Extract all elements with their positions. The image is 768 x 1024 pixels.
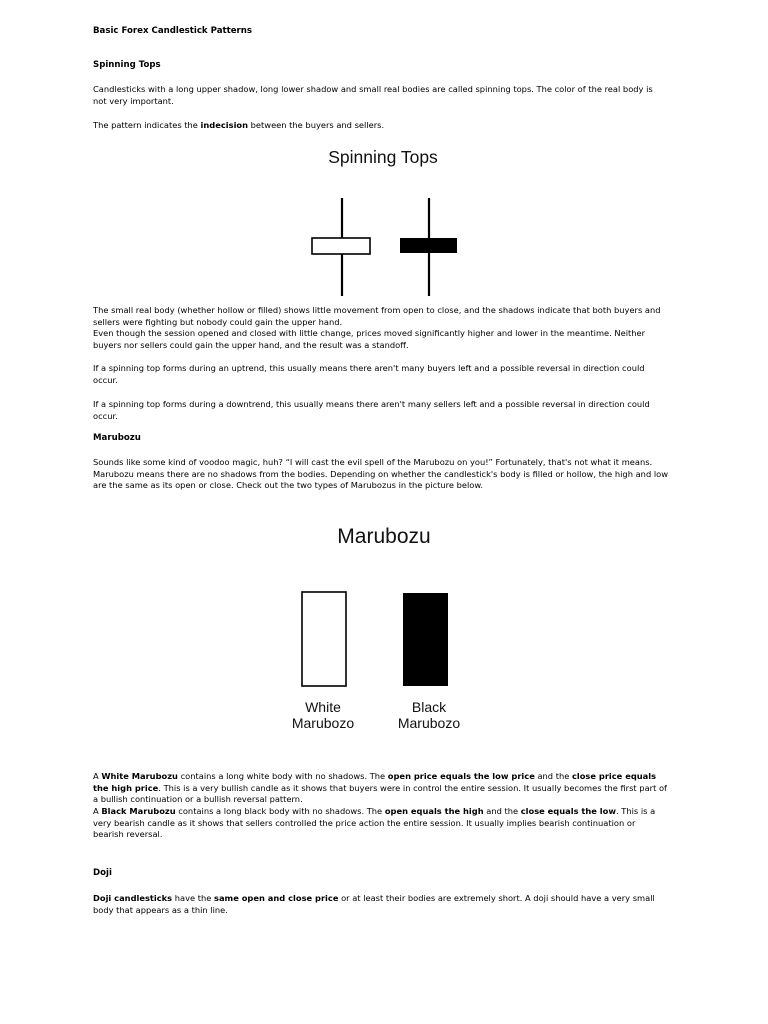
spinning-tops-heading: Spinning Tops bbox=[93, 60, 161, 70]
spinning-tops-figure-title: Spinning Tops bbox=[328, 147, 438, 167]
black-marubozu-label-line-1: Black bbox=[411, 699, 447, 715]
black-marubozu-paragraph bbox=[93, 806, 668, 841]
text-span: contains a long black body with no shadows. The bbox=[175, 806, 385, 816]
text-span: . This is a very bearish candle as it shows that sellers controlled the price action the entire session. It usually implies bearish continuation or bearish reversal. bbox=[93, 806, 656, 839]
white-marubozu-body bbox=[302, 592, 346, 686]
bold-term: indecision bbox=[200, 120, 249, 130]
bold-term: open price equals the low price bbox=[387, 771, 535, 781]
hollow-candle-body bbox=[312, 238, 370, 254]
text-span: have the bbox=[172, 893, 215, 903]
text-span: between the buyers and sellers. bbox=[248, 120, 385, 130]
white-marubozu-paragraph bbox=[93, 771, 668, 806]
spinning-tops-paragraph-4: Even though the session opened and closed with little change, prices moved significantly higher and lower in the meantime. Neither buyers nor sellers could gain the upper hand, and the result was a standoff. bbox=[93, 328, 646, 350]
marubozu-heading: Marubozu bbox=[93, 433, 141, 443]
bold-term: White Marubozu bbox=[101, 771, 178, 781]
text-span: . This is a very bullish candle as it shows that buyers were in control the entire session. It usually becomes the first part of a bullish continuation or a bullish reversal pattern. bbox=[93, 782, 667, 804]
bold-term: Black Marubozu bbox=[101, 806, 176, 816]
filled-candle-body bbox=[400, 238, 457, 253]
spinning-tops-paragraph-6: If a spinning top forms during a downtrend, this usually means there aren't many sellers left and a possible reversal in direction could occur. bbox=[93, 399, 650, 421]
text-span: The pattern indicates the bbox=[93, 120, 201, 130]
document-title: Basic Forex Candlestick Patterns bbox=[93, 26, 253, 36]
text-span: and the bbox=[534, 771, 572, 781]
bold-term: same open and close price bbox=[214, 893, 339, 903]
bold-term: open equals the high bbox=[384, 806, 484, 816]
bold-term: close price equals the high price bbox=[93, 771, 657, 793]
text-span: or at least their bodies are extremely short. A doji should have a very small body that appears as a thin line. bbox=[93, 893, 655, 915]
doji-paragraph-1 bbox=[93, 893, 668, 916]
text-span: and the bbox=[483, 806, 521, 816]
marubozu-figure-title: Marubozu bbox=[337, 525, 431, 548]
black-marubozu-body bbox=[403, 593, 448, 686]
text-span: contains a long white body with no shadows. The bbox=[177, 771, 388, 781]
black-marubozu-label-line-2: Marubozo bbox=[397, 715, 461, 731]
spinning-tops-paragraph-5: If a spinning top forms during an uptrend, this usually means there aren't many buyers left and a possible reversal in direction could occur. bbox=[93, 363, 645, 385]
bold-term: Doji candlesticks bbox=[93, 893, 173, 903]
spinning-tops-paragraph-1: Candlesticks with a long upper shadow, long lower shadow and small real bodies are called spinning tops. The color of the real body is not very important. bbox=[93, 84, 653, 106]
text-span: A bbox=[93, 806, 102, 816]
spinning-tops-paragraph-3: The small real body (whether hollow or filled) shows little movement from open to close, and the shadows indicate that both buyers and sellers were fighting but nobody could gain the upper hand. bbox=[93, 305, 661, 327]
spinning-tops-paragraph-2 bbox=[93, 120, 668, 132]
marubozu-paragraph-1: Sounds like some kind of voodoo magic, huh? “I will cast the evil spell of the Marubozu on you!” Fortunately, that's not what it means. Marubozu means there are no shadows from the bodies. Depending on whether the candlestick's body is filled or hollow, the high and low are the same as its open or close. Check out the two types of Marubozus in the picture below. bbox=[93, 457, 669, 490]
doji-heading: Doji bbox=[93, 868, 112, 878]
white-marubozu-label-line-2: Marubozo bbox=[291, 715, 355, 731]
bold-term: close equals the low bbox=[520, 806, 617, 816]
text-span: A bbox=[93, 771, 102, 781]
white-marubozu-label-line-1: White bbox=[305, 699, 341, 715]
marubozu-figure bbox=[280, 515, 480, 735]
spinning-tops-figure bbox=[300, 140, 480, 300]
